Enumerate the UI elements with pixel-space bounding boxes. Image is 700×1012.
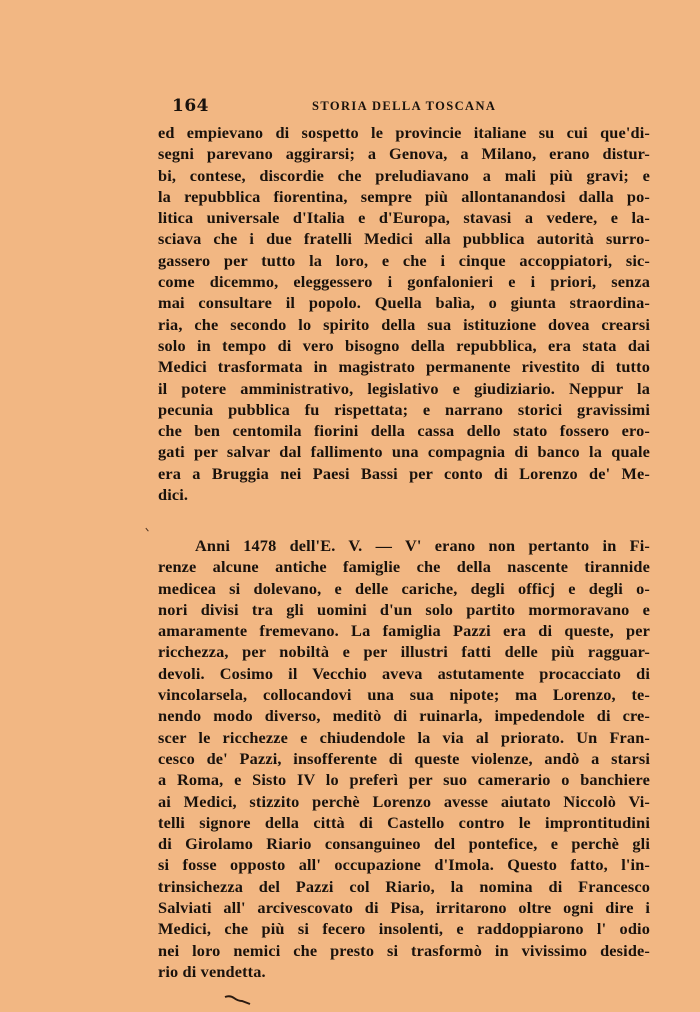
text-line: nei loro nemici che presto si trasformò in vivissimo deside- bbox=[158, 940, 650, 960]
text-line: rio di vendetta. bbox=[158, 961, 266, 981]
text-line: mai consultare il popolo. Quella balìa, o giunta straordina- bbox=[158, 293, 650, 313]
text-line: ria, che secondo lo spirito della sua istituzione dovea crearsi bbox=[158, 314, 650, 334]
page-header bbox=[172, 96, 660, 118]
text-line: scer le ricchezze e chiudendole la via al priorato. Un Fran- bbox=[158, 727, 650, 747]
ink-mark bbox=[224, 994, 252, 1006]
text-line: sciava che i due fratelli Medici alla pubblica autorità surro- bbox=[158, 229, 650, 249]
text-line: ai Medici, stizzito perchè Lorenzo avesse aiutato Niccolò Vi- bbox=[158, 791, 650, 811]
paragraph-1 bbox=[158, 122, 650, 505]
text-line: la repubblica fiorentina, sempre più allontanandosi dalla po- bbox=[158, 186, 650, 206]
text-line: che ben centomila fiorini della cassa dello stato fossero ero- bbox=[158, 421, 650, 441]
text-line: nori divisi tra gli uomini d'un solo partito mormoravano e bbox=[158, 599, 650, 619]
text-line: amaramente fremevano. La famiglia Pazzi era di queste, per bbox=[158, 621, 650, 641]
text-line: Anni 1478 dell'E. V. — V' erano non pertanto in Fi- bbox=[195, 536, 650, 555]
text-line: era a Bruggia nei Paesi Bassi per conto di Lorenzo de' Me- bbox=[158, 463, 650, 483]
text-line: renze alcune antiche famiglie che della nascente tirannide bbox=[158, 557, 650, 577]
text-line: segni parevano aggirarsi; a Genova, a Milano, erano distur- bbox=[158, 144, 650, 164]
paragraph-2 bbox=[158, 535, 650, 982]
running-head: STORIA DELLA TOSCANA bbox=[312, 99, 497, 113]
text-line: medicea si dolevano, e delle cariche, degli officj e degli o- bbox=[158, 578, 650, 598]
text-line: gassero per tutto la loro, e che i cinque accoppiatori, sic- bbox=[158, 250, 650, 270]
text-line: a Roma, e Sisto IV lo preferì per suo camerario o banchiere bbox=[158, 770, 650, 790]
text-line: di Girolamo Riario consanguineo del pontefice, e perchè gli bbox=[158, 834, 650, 854]
text-line: devoli. Cosimo il Vecchio aveva astutamente procacciato di bbox=[158, 663, 650, 683]
text-line: dici. bbox=[158, 485, 189, 505]
text-line: solo in tempo di vero bisogno della repubblica, era stata dai bbox=[158, 335, 650, 355]
text-line: cesco de' Pazzi, insofferente di queste violenze, andò a starsi bbox=[158, 748, 650, 768]
text-line: si fosse opposto all' occupazione d'Imola. Questo fatto, l'in- bbox=[158, 855, 650, 875]
text-line: come dicemmo, eleggessero i gonfalonieri e i priori, senza bbox=[158, 272, 650, 292]
text-line: ed empievano di sospetto le provincie italiane su cui que'di- bbox=[158, 123, 650, 142]
text-line: Medici, che più si fecero insolenti, e raddoppiarono l' odio bbox=[158, 919, 650, 939]
text-line: il potere amministrativo, legislativo e giudiziario. Neppur la bbox=[158, 378, 650, 398]
text-line: gati per salvar dal fallimento una compagnia di banco la quale bbox=[158, 442, 650, 462]
text-line: litica universale d'Italia e d'Europa, stavasi a vedere, e la- bbox=[158, 208, 650, 228]
text-line: Medici trasformata in magistrato permanente rivestito di tutto bbox=[158, 357, 650, 377]
margin-mark bbox=[145, 525, 152, 532]
text-line: ricchezza, per nobiltà e per illustri fatti delle più ragguar- bbox=[158, 642, 650, 662]
text-line: nendo modo diverso, meditò di ruinarla, impedendole di cre- bbox=[158, 706, 650, 726]
text-line: Salviati all' arcivescovato di Pisa, irritarono oltre ogni dire i bbox=[158, 898, 650, 918]
text-line: bi, contese, discordie che preludiavano a mali più gravi; e bbox=[158, 165, 650, 185]
text-line: trinsichezza del Pazzi col Riario, la nomina di Francesco bbox=[158, 876, 650, 896]
text-line: vincolarsela, collocandovi una sua nipote; ma Lorenzo, te- bbox=[158, 685, 650, 705]
page-number: 164 bbox=[172, 96, 209, 116]
text-line: telli signore della città di Castello contro le improntitudini bbox=[158, 812, 650, 832]
text-line: pecunia pubblica fu rispettata; e narrano storici gravissimi bbox=[158, 399, 650, 419]
